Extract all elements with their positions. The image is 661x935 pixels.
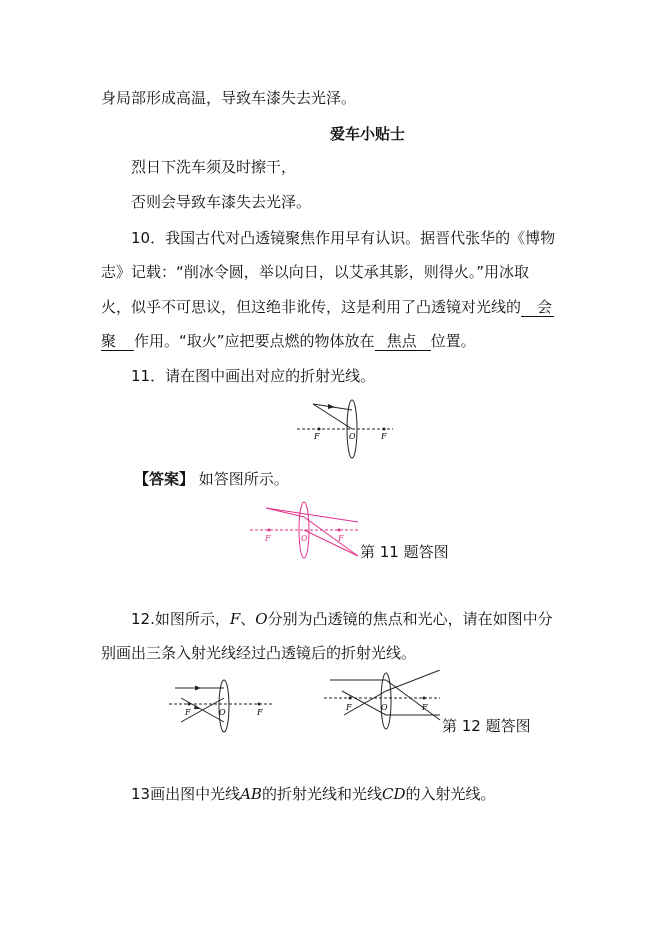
center-label: O xyxy=(381,703,388,712)
ray-ab-symbol: AB xyxy=(240,785,262,803)
center-label: O xyxy=(301,534,308,543)
answer-blank: 焦点 xyxy=(375,332,431,351)
center-label: O xyxy=(349,432,356,441)
tips-title: 爱车小贴士 xyxy=(330,125,406,143)
focus-label: F xyxy=(422,703,428,712)
question-12-text: 、 xyxy=(240,610,256,628)
focus-label: F xyxy=(346,703,352,712)
figure-12-answer-diagram xyxy=(322,670,442,734)
focus-label: F xyxy=(185,708,191,717)
question-12-line xyxy=(131,609,553,629)
figure-caption: 第 12 题答图 xyxy=(442,717,531,735)
question-13-line xyxy=(131,784,496,804)
figure-12-lens-diagram xyxy=(167,678,275,738)
answer-label: 【答案】 xyxy=(134,470,195,488)
ray-cd-symbol: CD xyxy=(381,785,406,803)
question-10-line xyxy=(101,297,554,317)
tips-line: 烈日下洗车须及时擦干， xyxy=(131,158,297,176)
focus-label: F xyxy=(381,432,387,441)
focus-label: F xyxy=(265,534,271,543)
question-10-text: 火，似乎不可思议，但这绝非讹传，这是利用了凸透镜对光线的 xyxy=(101,298,522,316)
answer-blank: 聚 xyxy=(101,332,134,351)
answer-text: 如答图所示。 xyxy=(198,470,289,488)
paragraph-line: 身局部形成高温，导致车漆失去光泽。 xyxy=(101,89,357,107)
question-10-line: 10．我国古代对凸透镜聚焦作用早有认识。据晋代张华的《博物 xyxy=(131,229,556,247)
figure-caption: 第 11 题答图 xyxy=(360,543,449,561)
focus-label: F xyxy=(338,534,344,543)
question-11: 11．请在图中画出对应的折射光线。 xyxy=(131,367,376,385)
question-12-text: 12.如图所示， xyxy=(131,610,230,628)
figure-11-answer-diagram xyxy=(248,500,360,562)
figure-11-lens-diagram xyxy=(295,398,395,460)
center-label: O xyxy=(219,708,226,717)
tips-line: 否则会导致车漆失去光泽。 xyxy=(131,193,312,211)
question-10-text: 作用。“取火”应把要点燃的物体放在 xyxy=(134,332,375,350)
question-13-text: 13画出图中光线 xyxy=(131,785,241,803)
question-10-line xyxy=(101,331,476,351)
answer-blank: 会 xyxy=(521,298,554,317)
center-symbol: O xyxy=(255,610,268,628)
question-13-text: 的入射光线。 xyxy=(405,785,496,803)
question-13-text: 的折射光线和光线 xyxy=(261,785,382,803)
focus-label: F xyxy=(314,432,320,441)
question-12-line: 别画出三条入射光线经过凸透镜后的折射光线。 xyxy=(101,644,417,662)
question-10-text: 位置。 xyxy=(430,332,476,350)
question-12-text: 分别为凸透镜的焦点和光心，请在如图中分 xyxy=(267,610,553,628)
focus-symbol: F xyxy=(229,610,241,628)
question-10-line: 志》记载：“削冰令圆，举以向日，以艾承其影，则得火。”用冰取 xyxy=(101,263,530,281)
focus-label: F xyxy=(257,708,263,717)
answer-line xyxy=(134,469,289,489)
